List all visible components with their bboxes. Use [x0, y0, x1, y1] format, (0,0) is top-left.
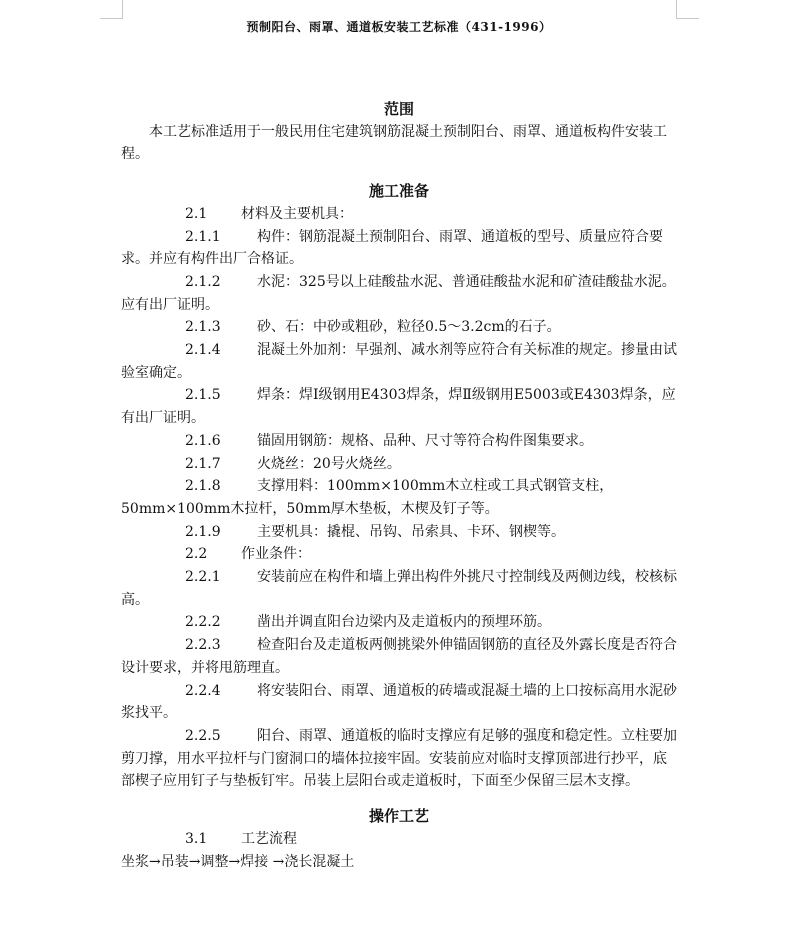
clause-number: 2.1.8: [185, 478, 221, 495]
section-gap: [121, 793, 677, 805]
clause-text: 锚固用钢筋：规格、品种、尺寸等符合构件图集要求。: [257, 432, 593, 449]
clause-number: 2.2: [185, 546, 208, 563]
clause-item: [121, 453, 677, 476]
clause-text: 焊条：焊Ⅰ级钢用E4303焊条，焊Ⅱ级钢用E5003或E4303焊条，应有出厂证明。: [121, 387, 676, 427]
clause-number: 2.2.1: [185, 569, 221, 586]
clause-item: [121, 634, 677, 679]
section-gap: [121, 166, 677, 180]
clause-item: [121, 475, 677, 520]
process-flow-text: 坐浆→吊装→调整→焊接 →浇长混凝土: [121, 853, 355, 870]
clause-number: 2.2.4: [185, 682, 221, 699]
clause-number: 3.1: [185, 830, 208, 847]
clause-number: 2.1.6: [185, 432, 221, 449]
scope-paragraph: 本工艺标准适用于一般民用住宅建筑钢筋混凝土预制阳台、雨罩、通道板构件安装工程。: [121, 123, 667, 163]
clause-item: [121, 566, 677, 611]
clause-number: 2.1.1: [185, 228, 221, 245]
clause-text: 将安装阳台、雨罩、通道板的砖墙或混凝土墙的上口按标高用水泥砂浆找平。: [121, 682, 677, 722]
clause-number: 2.2.3: [185, 637, 221, 654]
page-corner-mark-top-right: [676, 0, 699, 19]
clause-number: 2.1.3: [185, 319, 221, 336]
clause-item: [121, 384, 677, 429]
clause-text: 凿出并调直阳台边梁内及走道板内的预埋环筋。: [257, 614, 551, 631]
section-heading-operation: 操作工艺: [368, 807, 429, 826]
page-corner-mark-top-left: [100, 0, 123, 19]
clause-item: [121, 725, 677, 793]
operation-list: [121, 828, 677, 851]
document-body: [121, 98, 677, 873]
preparation-list: [121, 203, 677, 793]
clause-item: [121, 521, 677, 544]
clause-text: 混凝土外加剂：早强剂、减水剂等应符合有关标准的规定。掺量由试验室确定。: [121, 342, 677, 381]
clause-item: [121, 316, 677, 339]
clause-item: [121, 680, 677, 725]
page-header-title: 预制阳台、雨罩、通道板安装工艺标准（431-1996）: [246, 20, 552, 34]
clause-text: 主要机具：撬棍、吊钩、吊索具、卡环、钢楔等。: [257, 523, 565, 540]
clause-number: 2.1.2: [185, 273, 221, 290]
section-heading-preparation: 施工准备: [368, 182, 429, 201]
clause-item: [121, 543, 677, 566]
clause-text: 作业条件：: [241, 546, 311, 563]
clause-item: [121, 226, 677, 271]
clause-text: 火烧丝：20号火烧丝。: [257, 455, 401, 472]
clause-item: [121, 611, 677, 634]
clause-text: 安装前应在构件和墙上弹出构件外挑尺寸控制线及两侧边线，校核标高。: [121, 569, 677, 608]
clause-number: 2.2.2: [185, 614, 221, 631]
clause-text: 砂、石：中砂或粗砂，粒径0.5～3.2cm的石子。: [257, 319, 561, 336]
clause-number: 2.2.5: [185, 727, 221, 744]
clause-item: [121, 828, 677, 851]
clause-item: [121, 271, 677, 316]
clause-text: 支撑用料：100mm×100mm木立柱或工具式钢管支柱，50mm×100mm木拉杆，50mm厚木垫板，木楔及钉子等。: [121, 478, 614, 517]
clause-item: [121, 203, 677, 226]
clause-text: 材料及主要机具：: [241, 205, 353, 222]
clause-text: 工艺流程: [241, 830, 297, 847]
clause-text: 构件：钢筋混凝土预制阳台、雨罩、通道板的型号、质量应符合要求。并应有构件出厂合格证。: [121, 228, 663, 268]
clause-number: 2.1.5: [185, 387, 221, 404]
clause-item: [121, 430, 677, 453]
clause-text: 阳台、雨罩、通道板的临时支撑应有足够的强度和稳定性。立柱要加剪刀撑，用水平拉杆与门窗洞口的墙体拉接牢固。安装前应对临时支撑顶部进行抄平，底部楔子应用钉子与垫板钉牢。吊装上层阳台或走道板时，下面至少保留三层木支撑。: [121, 727, 677, 790]
clause-item: [121, 339, 677, 384]
clause-number: 2.1.7: [185, 455, 221, 472]
clause-number: 2.1.4: [185, 342, 221, 359]
clause-text: 检查阳台及走道板两侧挑梁外伸锚固钢筋的直径及外露长度是否符合设计要求，并将甩筋理直。: [121, 637, 677, 676]
clause-text: 水泥：325号以上硅酸盐水泥、普通硅酸盐水泥和矿渣硅酸盐水泥。应有出厂证明。: [121, 273, 676, 313]
clause-number: 2.1.9: [185, 523, 221, 540]
clause-number: 2.1: [185, 205, 208, 222]
section-heading-scope: 范围: [383, 100, 414, 118]
